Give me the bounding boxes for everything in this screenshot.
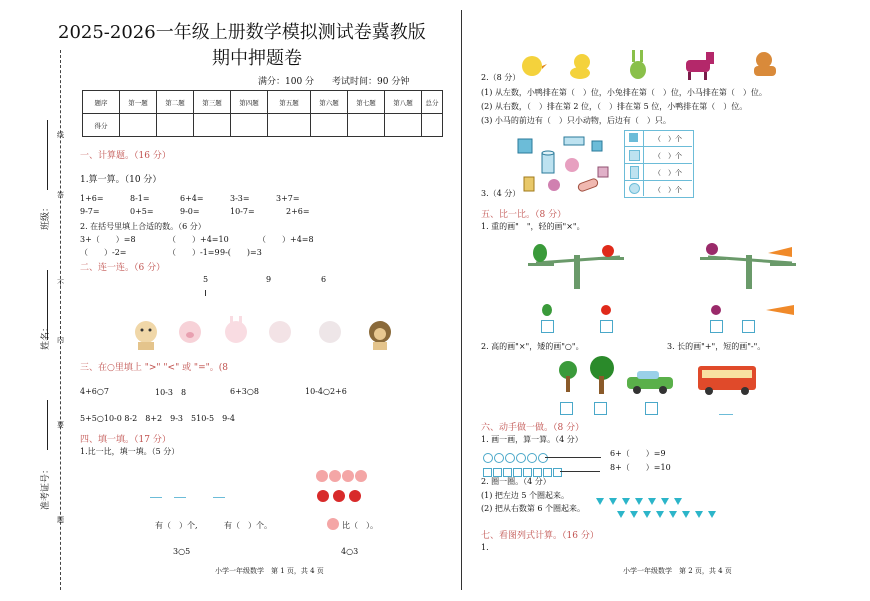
calc-item: 2+6= [286,207,310,216]
q5-1-text: 1. 重的画" "，轻的画"×"。 [481,222,585,231]
section-7-title: 七、看图列式计算。（16 分） [481,531,599,541]
score-header-cell: 第三题 [194,91,231,114]
peach-icon [316,470,367,482]
calc-item: 10-7= [230,207,255,216]
compare-small: 3○5 [173,547,191,556]
score-header-cell: 第八题 [385,91,422,114]
count-table-divider [624,180,692,181]
score-table [82,90,443,137]
page-title: 2025-2026一年级上册数学模拟测试卷冀教版 [58,22,426,43]
score-header-cell: 第四题 [231,91,268,114]
footer-left: 小学一年级数学 第 1 页，共 4 页 [215,567,324,575]
score-info: 满分：100 分 考试时间：90 分钟 [258,77,410,87]
animal-cards [130,314,410,354]
answer-box[interactable] [600,320,613,333]
q6-2a-text: (1) 把左边 5 个圈起来。 [481,491,570,500]
score-cell[interactable] [422,114,443,137]
answer-box[interactable] [710,320,723,333]
section-5-title: 五、比一比。（8 分） [481,210,567,220]
name-label: 姓名： [41,322,51,350]
q1-title: 1.算一算。（10 分） [80,175,162,185]
trees-picture [556,356,616,396]
connect-number: 6 [321,275,327,284]
calc-item: 0+5= [130,207,154,216]
section-6-title: 六、动手做一做。（8 分） [481,423,585,433]
compare-item: 6+3○8 [230,387,259,396]
triangle-icon[interactable] [630,511,638,518]
answer-box[interactable] [594,402,607,415]
triangle-row-2 [617,503,721,522]
triangle-icon[interactable] [643,511,651,518]
dash-mark [150,497,162,498]
cylinder-icon [577,178,599,192]
ball-icon [629,183,640,194]
fill-item: 9-( )=3 [220,248,262,257]
cube-icon [598,167,608,177]
calc-item: 9-0= [180,207,200,216]
solid-shapes [512,133,622,195]
tree-icon [559,361,577,392]
fill-item: （ ）+4=8 [258,235,314,244]
binding-char: 要 [57,421,64,429]
page-divider [461,10,462,590]
q2b-text: (2) 从右数，（ ）排在第 2 位，（ ）排在第 5 位，小鸭排在第（ ）位。 [481,102,748,111]
binding-char: 题 [57,516,64,524]
fill-item: （ ）+4=10 [168,235,229,244]
answer-box[interactable] [645,402,658,415]
carrot-icon [766,303,796,317]
q6-2-text: 2. 圈一圈。（4 分） [481,477,551,486]
q2-right-title: 2.（8 分） [481,73,521,82]
section-1-title: 一、计算题。（16 分） [80,151,171,161]
have-text-1: 有（ ）个, [155,521,198,530]
draw-line[interactable] [545,457,601,458]
count-cell[interactable]: （ ）个 [654,135,682,143]
car-icon [625,369,675,395]
score-cell[interactable] [194,114,231,137]
count-table-divider [624,163,692,164]
dog-icon [754,52,776,76]
q5-3-text: 3. 长的画"+"，短的画"-"。 [667,342,766,351]
connect-number: 9 [266,275,272,284]
draw-line[interactable] [560,471,600,472]
count-cell[interactable]: （ ）个 [654,169,682,177]
q2-title: 2. 在括号里填上合适的数。（6 分） [80,222,206,231]
animal-row [518,48,798,82]
equation-2: 8+（ ）=10 [610,463,671,472]
rabbit-icon [630,50,646,79]
calc-item: 3+7= [276,194,300,203]
fill-item: 3+（ ）=8 [80,235,136,244]
ball-icon [565,158,579,172]
bus-icon [697,364,757,396]
fruit-picture [316,468,376,504]
section-4-title: 四、填一填。（17 分） [80,435,171,445]
equation-1: 6+（ ）=9 [610,449,666,458]
score-cell[interactable] [311,114,348,137]
triangle-icon[interactable] [656,511,664,518]
score-header-cell: 第一题 [120,91,157,114]
tomato-icon [599,303,613,317]
pepper-icon [540,303,554,317]
page-subtitle: 期中押题卷 [212,48,302,69]
id-label: 准考证号： [41,464,51,510]
calc-item: 3-3= [230,194,250,203]
balance-scale-2 [700,235,800,295]
compare-item: 10-4○2+6 [305,387,347,396]
radish-icon [709,303,723,317]
cylinder-icon [542,151,554,173]
apple-icon [317,490,361,502]
sheep-icon [319,321,341,343]
answer-line[interactable] [719,414,733,415]
q6-1-text: 1. 画一画，算一算。（4 分） [481,435,583,444]
dash-mark [174,497,186,498]
pig-icon [179,321,201,343]
cube-icon [629,133,638,142]
score-cell[interactable] [348,114,385,137]
triangle-icon[interactable] [609,498,617,505]
cube-icon [592,141,602,151]
answer-box[interactable] [560,402,573,415]
score-header-cell: 第七题 [348,91,385,114]
score-header-cell: 第六题 [311,91,348,114]
score-cell[interactable] [231,114,268,137]
section-3-title: 三、在○里填上 ">" "<" 或 "="。(8 [80,363,228,373]
compare-item: 4+6○7 [80,387,109,396]
score-header-cell: 第二题 [157,91,194,114]
radish-icon [706,243,718,255]
cuboid-icon [629,150,640,161]
cube-icon [518,139,532,153]
q7-1-text: 1. [481,543,489,552]
triangle-icon[interactable] [669,511,677,518]
count-table-divider [624,146,692,147]
pepper-icon [533,244,547,262]
score-cell[interactable] [268,114,311,137]
triangle-icon[interactable] [708,511,716,518]
have-text-2: 有（ ）个。 [224,521,272,530]
dash-mark [213,497,225,498]
id-underline [47,400,48,450]
count-cell[interactable]: （ ）个 [654,152,682,160]
answer-box[interactable] [742,320,755,333]
rabbit-icon [225,316,247,343]
class-label: 班级： [41,202,51,230]
cuboid-icon [564,137,584,145]
binding-char: 不 [57,279,64,287]
binding-char: 答 [57,191,64,199]
score-row-label: 得分 [83,114,120,137]
section-2-title: 二、连一连。（6 分） [80,263,166,273]
than-text: 比（ ）。 [342,521,378,530]
q4-1-title: 1.比一比，填一填。（5 分） [80,447,180,456]
ball-icon [548,179,560,191]
duck-icon [570,54,590,79]
calc-item: 9-7= [80,207,100,216]
connect-number: 5 [203,275,209,284]
bear-icon [269,321,291,343]
binding-char: 内 [57,336,64,344]
score-cell[interactable] [385,114,422,137]
tree-icon [590,356,614,394]
footer-right: 小学一年级数学 第 2 页，共 4 页 [623,567,732,575]
triangle-icon[interactable] [596,498,604,505]
triangle-icon[interactable] [617,511,625,518]
cow-icon [135,321,157,350]
calc-item: 1+6= [80,194,104,203]
score-header-cell: 题序 [83,91,120,114]
count-cell[interactable]: （ ）个 [654,186,682,194]
q2c-text: (3) 小马的前边有（ ）只小动物，后边有（ ）只。 [481,116,671,125]
monkey-icon [369,321,391,350]
cylinder-icon [524,177,534,191]
triangle-icon[interactable] [682,511,690,518]
answer-box[interactable] [541,320,554,333]
compare-item: 5+5○10-0 8-2 8+2 9-3 510-5 9-4 [80,414,235,423]
score-header-cell: 总分 [422,91,443,114]
compare-small: 4○3 [341,547,359,556]
score-cell[interactable] [120,114,157,137]
calc-item: 8-1= [130,194,150,203]
balance-scale-1 [528,235,628,295]
cylinder-icon [630,166,639,179]
tick-mark [205,290,206,296]
q3-right-title: 3.（4 分） [481,189,521,198]
square-icon [553,468,562,477]
class-underline [47,120,48,190]
binding-char: 线 [57,131,64,139]
compare-item: 10-3 8 [155,388,187,397]
q6-2b-text: (2) 把从右数第 6 个圈起来。 [481,504,586,513]
horse-icon [686,52,714,80]
fill-item: （ ）-2= [80,248,127,257]
score-cell[interactable] [157,114,194,137]
triangle-icon[interactable] [695,511,703,518]
tomato-icon [602,245,614,257]
score-header-cell: 第五题 [268,91,311,114]
chick-icon [522,56,547,76]
peach-icon [326,517,340,531]
calc-item: 6+4= [180,194,204,203]
fill-item: （ ）-1=9 [168,248,220,257]
q5-2-text: 2. 高的画"×"，矮的画"○"。 [481,342,584,351]
carrot-icon [768,247,792,257]
q2a-text: (1) 从左数，小鸭排在第（ ）位，小兔排在第（ ）位，小马排在第（ ）位。 [481,88,767,97]
